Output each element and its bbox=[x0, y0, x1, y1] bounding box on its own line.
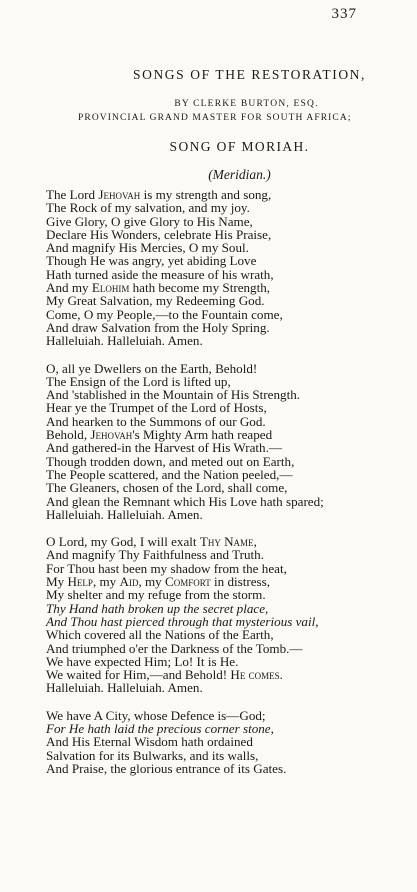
poem-line: And Praise, the glorious entrance of its Gates. bbox=[46, 760, 287, 776]
small-caps-word: Elohim bbox=[91, 280, 130, 296]
small-caps-word: Thy Name bbox=[199, 534, 254, 550]
poem-line: O, all ye Dwellers on the Earth, Behold! bbox=[46, 360, 258, 376]
poem-line: And 'stablished in the Mountain of His Strength. bbox=[46, 387, 301, 403]
poem-line: And glean the Remnant which His Love hath spared; bbox=[46, 493, 324, 509]
poem-line: My Great Salvation, my Redeeming God. bbox=[46, 293, 265, 309]
poem-line: Hear ye the Trumpet of the Lord of Hosts, bbox=[46, 400, 267, 416]
stanza bbox=[46, 362, 407, 522]
poem-line: And triumphed o'er the Darkness of the Tomb.— bbox=[46, 640, 303, 656]
author-byline: BY CLERKE BURTON, ESQ. bbox=[174, 99, 319, 109]
stanza bbox=[46, 709, 407, 775]
poem-line: And hearken to the Summons of our God. bbox=[46, 413, 266, 429]
poem-line: The Lord Jehovah is my strength and song, bbox=[46, 187, 272, 202]
poem-line: For He hath laid the precious corner stone, bbox=[46, 720, 274, 736]
stanza bbox=[46, 535, 407, 695]
poem-line: We have A City, whose Defence is—God; bbox=[46, 707, 266, 723]
poem-line: Declare His Wonders, celebrate His Praise, bbox=[46, 226, 272, 242]
poem-line: The Ensign of the Lord is lifted up, bbox=[46, 373, 231, 389]
poem-line: O Lord, my God, I will exalt Thy Name, bbox=[46, 534, 257, 550]
poem-line: And my Elohim hath become my Strength, bbox=[46, 280, 271, 296]
poem-line: Thy Hand hath broken up the secret place, bbox=[46, 600, 269, 616]
poem-body bbox=[46, 188, 407, 775]
poem-line: And His Eternal Wisdom hath ordained bbox=[46, 734, 253, 750]
small-caps-word: Jehovah bbox=[98, 187, 141, 202]
poem-line: The Rock of my salvation, and my joy. bbox=[46, 200, 250, 216]
poem-line: Salvation for its Bulwarks, and its walls, bbox=[46, 747, 259, 763]
poem-line: Give Glory, O give Glory to His Name, bbox=[46, 213, 253, 229]
stanza bbox=[46, 188, 407, 348]
poem-line: Hath turned aside the measure of his wrath, bbox=[46, 266, 274, 282]
poem-line: For Thou hast been my shadow from the heat, bbox=[46, 560, 287, 576]
poem-line: And magnify His Mercies, O my Soul. bbox=[46, 240, 249, 256]
poem-line: We waited for Him,—and Behold! He comes. bbox=[46, 667, 283, 683]
small-caps-word: Comfort bbox=[165, 574, 211, 590]
poem-line: And draw Salvation from the Holy Spring. bbox=[46, 319, 270, 335]
poem-line: Halleluiah. Halleluiah. Amen. bbox=[46, 506, 203, 522]
small-caps-word: Aid bbox=[119, 574, 139, 590]
poem-line: The Gleaners, chosen of the Lord, shall come, bbox=[46, 480, 288, 496]
section-title: SONGS OF THE RESTORATION, bbox=[132, 67, 367, 82]
poem-line: And gathered-in the Harvest of His Wrath.— bbox=[46, 440, 282, 456]
poem-line: Halleluiah. Halleluiah. Amen. bbox=[46, 333, 203, 349]
poem-line: My shelter and my refuge from the storm. bbox=[46, 587, 266, 603]
poem-line: Though trodden down, and meted out on Earth, bbox=[46, 453, 295, 469]
tune-name: (Meridian.) bbox=[208, 167, 271, 182]
poem-line: Come, O my People,—to the Fountain come, bbox=[46, 306, 283, 322]
small-caps-word: Help bbox=[67, 574, 93, 590]
poem-line: My Help, my Aid, my Comfort in distress, bbox=[46, 574, 271, 590]
small-caps-word: Jehovah bbox=[90, 427, 133, 443]
small-caps-word: He comes bbox=[230, 667, 280, 683]
page-number: 337 bbox=[331, 6, 357, 22]
song-title: SONG OF MORIAH. bbox=[169, 139, 310, 154]
poem-line: Halleluiah. Halleluiah. Amen. bbox=[46, 680, 203, 696]
poem-line: Though He was angry, yet abiding Love bbox=[46, 253, 257, 269]
author-office: PROVINCIAL GRAND MASTER FOR SOUTH AFRICA; bbox=[78, 113, 352, 123]
poem-line: Behold, Jehovah's Mighty Arm hath reaped bbox=[46, 427, 273, 443]
poem-line: The People scattered, and the Nation peeled,— bbox=[46, 466, 293, 482]
poem-line: We have expected Him; Lo! It is He. bbox=[46, 653, 239, 669]
poem-line: And Thou hast pierced through that mysterious vail, bbox=[46, 613, 319, 629]
poem-line: And magnify Thy Faithfulness and Truth. bbox=[46, 547, 264, 563]
poem-line: Which covered all the Nations of the Earth, bbox=[46, 627, 274, 643]
